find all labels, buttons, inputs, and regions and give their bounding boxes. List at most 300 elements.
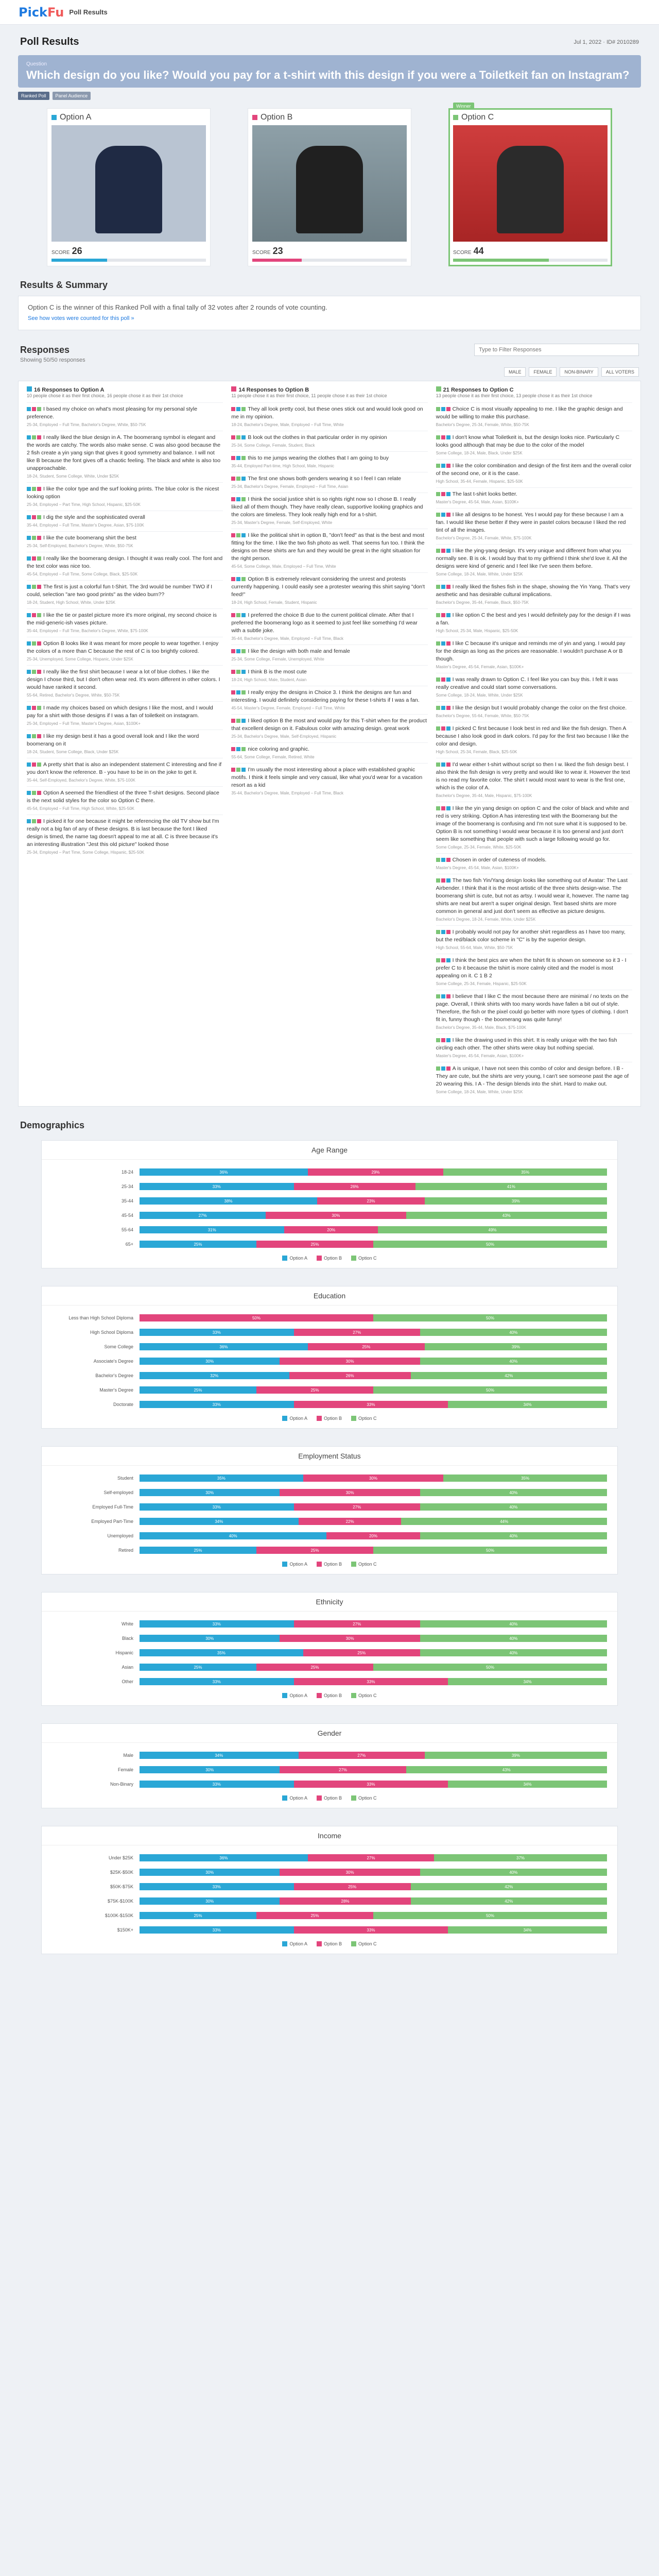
bar-segment: 35% — [140, 1649, 303, 1656]
bar-segment: 27% — [280, 1766, 406, 1773]
response-meta: 25-34, Unemployed, Some College, Hispanic, Under $25K — [27, 657, 133, 662]
stacked-bar — [140, 1678, 607, 1685]
stacked-bar — [140, 1503, 607, 1511]
demographic-label: Less than High School Diploma — [68, 1315, 133, 1320]
rank-dot — [446, 1066, 450, 1071]
response-item — [231, 451, 427, 472]
filter-button[interactable]: ALL VOTERS — [601, 367, 639, 377]
rank-dot — [436, 549, 440, 553]
stacked-bar — [140, 1518, 607, 1525]
rank-dot — [436, 726, 440, 731]
rank-dot — [436, 407, 440, 411]
rank-dot — [231, 577, 235, 581]
ranking-dots — [436, 726, 450, 731]
bar-segment: 25% — [256, 1547, 373, 1554]
response-text: Choice C is most visually appealing to me. I like the graphic design and would be willing to make this purchase. — [436, 406, 623, 420]
response-item — [231, 763, 427, 799]
bar-segment: 37% — [434, 1854, 607, 1861]
bar-segment: 38% — [140, 1197, 317, 1205]
ranking-dots — [27, 706, 41, 710]
bar-segment: 35% — [443, 1475, 607, 1482]
stacked-bar — [140, 1926, 607, 1934]
rank-dot — [32, 819, 36, 823]
bar-segment: 30% — [303, 1475, 443, 1482]
response-text: I think B is the most cute — [231, 668, 427, 676]
rank-dot — [37, 585, 41, 589]
rank-dot — [32, 734, 36, 738]
demographic-chart — [41, 1723, 618, 1808]
response-item — [27, 580, 223, 608]
chart-legend — [42, 1795, 617, 1801]
demographic-row — [52, 1355, 607, 1367]
demographic-chart — [41, 1592, 618, 1706]
legend-item: Option A — [282, 1795, 307, 1801]
ranking-dots — [436, 858, 450, 862]
demographic-row — [52, 1166, 607, 1178]
bar-segment: 41% — [415, 1183, 607, 1190]
stacked-bar — [140, 1212, 607, 1219]
response-meta: Some College, 18-24, Male, Black, Under $25K — [436, 451, 523, 455]
poll-tag: Panel Audience — [53, 92, 91, 100]
ranking-dots — [27, 585, 41, 589]
bar-segment: 30% — [266, 1212, 406, 1219]
rank-dot — [241, 577, 246, 581]
ranking-dots — [436, 806, 450, 810]
rank-dot — [32, 487, 36, 491]
legend-swatch — [317, 1416, 322, 1421]
legend-swatch — [351, 1416, 356, 1421]
demographic-title: Ethnicity — [42, 1592, 617, 1612]
logo-text-pick: Pick — [19, 5, 48, 20]
stacked-bar — [140, 1197, 607, 1205]
demographic-row — [52, 1866, 607, 1878]
rank-dot — [37, 536, 41, 540]
response-text: I liked option B the most and would pay for this T-shirt when for the product that excellent design on it. Fabulous color with amazing design. great work — [231, 718, 427, 732]
bar-segment: 25% — [308, 1343, 425, 1350]
response-text: I like the ying-yang design. It's very unique and different from what you normally see. B is ok. I would buy that to my girlfriend I think she'd love it. All the designs were kind of generic and I feel like I've seen them before. — [436, 548, 628, 569]
response-meta: Bachelor's Degree, 18-24, Female, White, Under $25K — [436, 917, 536, 922]
rank-dot — [32, 407, 36, 411]
bar-segment: 43% — [406, 1766, 607, 1773]
bar-segment: 27% — [294, 1503, 420, 1511]
rank-dot — [27, 706, 31, 710]
legend-item: Option B — [317, 1795, 342, 1801]
response-text: I like option C the best and yes I would definitely pay for the design if I was a fan. — [436, 612, 631, 626]
vote-count-link[interactable]: See how votes were counted for this poll » — [28, 315, 134, 321]
response-item — [27, 402, 223, 431]
response-item — [27, 431, 223, 482]
rank-dot — [446, 930, 450, 934]
stacked-bar — [140, 1664, 607, 1671]
response-item — [436, 954, 632, 990]
response-text: They all look pretty cool, but these ones stick out and would look good on me in my opinion. — [231, 406, 423, 420]
app-subtitle: Poll Results — [69, 8, 108, 16]
response-item — [436, 802, 632, 853]
winner-badge: Winner — [453, 103, 474, 110]
rank-dot — [32, 670, 36, 674]
rank-dot — [37, 734, 41, 738]
bar-segment: 50% — [373, 1314, 607, 1321]
rank-dot — [37, 556, 41, 561]
response-item — [231, 608, 427, 645]
response-item — [436, 758, 632, 802]
rank-dot — [446, 464, 450, 468]
response-text: I dig the style and the sophisticated overall — [27, 514, 223, 521]
rank-dot — [436, 878, 440, 883]
demographic-row — [52, 1544, 607, 1556]
bar-segment: 33% — [140, 1183, 294, 1190]
bar-segment: 25% — [256, 1912, 373, 1919]
ranking-dots — [436, 435, 450, 439]
rank-dot — [241, 407, 246, 411]
response-text: I'm usually the most interesting about a place with established graphic motifs. I think it feels simple and very casual, like what you'd wear for a vacation resort as a kid — [231, 767, 423, 788]
legend-item: Option B — [317, 1256, 342, 1261]
bar-segment: 25% — [140, 1547, 256, 1554]
summary-panel — [18, 296, 641, 330]
ranking-dots — [27, 734, 41, 738]
rank-dot — [236, 477, 240, 481]
bar-segment: 33% — [294, 1678, 448, 1685]
response-meta: 45-54, Master's Degree, Female, Employed – Full Time, White — [231, 706, 345, 710]
rank-dot — [446, 492, 450, 496]
response-text: I like the design with both male and female — [231, 648, 427, 655]
ranking-dots — [27, 762, 41, 767]
rank-dot — [441, 958, 445, 962]
stacked-bar — [140, 1372, 607, 1379]
bar-segment: 33% — [294, 1926, 448, 1934]
response-meta: Master's Degree, 45-54, Female, Asian, $100K+ — [436, 665, 524, 669]
demographic-label: $75K-$100K — [107, 1899, 133, 1904]
response-meta: 25-34, Self-Employed, Bachelor's Degree, White, $50-75K — [27, 544, 133, 548]
stacked-bar — [140, 1883, 607, 1890]
response-text: Option B looks like it was meant for more people to wear together. I enjoy the colors of a more than C because the rest of C is too brightly colored. — [27, 640, 219, 654]
stacked-bar — [140, 1532, 607, 1539]
filter-button[interactable]: NON-BINARY — [560, 367, 598, 377]
bar-segment: 32% — [140, 1372, 289, 1379]
bar-segment: 40% — [140, 1532, 326, 1539]
legend-swatch — [351, 1562, 356, 1567]
legend-item: Option A — [282, 1256, 307, 1261]
option-image[interactable] — [51, 125, 206, 242]
response-meta: 18-24, High School, Female, Student, Hispanic — [231, 600, 317, 605]
response-meta: 25-34, Employed – Full Time, Bachelor's Degree, White, $50-75K — [27, 422, 146, 427]
score-value: 26 — [72, 246, 82, 256]
response-text: Option A seemed the friendliest of the three T-shirt designs. Second place is the next solid styles for the color so Option C there. — [27, 790, 219, 804]
rank-dot — [27, 487, 31, 491]
ranking-dots — [231, 497, 246, 501]
rank-dot — [32, 762, 36, 767]
legend-swatch — [317, 1256, 322, 1261]
rank-dot — [241, 477, 246, 481]
response-item — [231, 686, 427, 714]
bar-segment: 33% — [140, 1329, 294, 1336]
rank-dot — [446, 435, 450, 439]
ranking-dots — [231, 719, 246, 723]
demographic-label: $100K-$150K — [105, 1913, 133, 1918]
demographic-row — [52, 1778, 607, 1790]
stacked-bar — [140, 1635, 607, 1642]
ranking-dots — [27, 407, 41, 411]
score-bar-fill — [453, 259, 549, 262]
ranking-dots — [231, 613, 246, 617]
poll-meta: Jul 1, 2022 · ID# 2010289 — [574, 39, 639, 45]
bar-segment: 33% — [140, 1620, 294, 1628]
response-meta: 25-34, Bachelor's Degree, Female, Employed – Full Time, Asian — [231, 484, 349, 489]
rank-dot — [27, 585, 31, 589]
option-card[interactable] — [248, 108, 411, 266]
bar-segment: 40% — [420, 1503, 607, 1511]
filter-button[interactable]: MALE — [504, 367, 526, 377]
response-meta: Some College, 18-24, Male, White, Under $25K — [436, 693, 523, 698]
bar-segment: 42% — [411, 1883, 607, 1890]
stacked-bar — [140, 1766, 607, 1773]
demographic-label: Female — [117, 1767, 133, 1772]
rank-dot — [231, 477, 235, 481]
bar-segment: 29% — [308, 1168, 443, 1176]
response-meta: Bachelor's Degree, 35-44, Male, Black, $75-100K — [436, 1025, 527, 1030]
demographic-row — [52, 1341, 607, 1353]
response-meta: 35-44, Self-Employed, Bachelor's Degree, White, $75-100K — [27, 778, 135, 783]
rank-dot — [27, 670, 31, 674]
rank-dot — [241, 649, 246, 653]
response-text: I really like the boomerang design. I thought it was really cool. The font and the text color was nice too. — [27, 555, 223, 569]
filter-button[interactable]: FEMALE — [529, 367, 557, 377]
rank-dot — [446, 641, 450, 646]
main-container — [18, 25, 641, 1987]
response-meta: 18-24, Student, Some College, Black, Under $25K — [27, 750, 119, 754]
ranking-dots — [27, 641, 41, 646]
rank-dot — [441, 930, 445, 934]
response-meta: 18-24, Bachelor's Degree, Male, Employed – Full Time, White — [231, 422, 344, 427]
rank-dot — [27, 791, 31, 795]
bar-segment: 50% — [373, 1547, 607, 1554]
rank-dot — [241, 456, 246, 460]
rank-dot — [441, 492, 445, 496]
option-card[interactable] — [47, 108, 211, 266]
poll-tag: Ranked Poll — [18, 92, 49, 100]
ranking-dots — [27, 670, 41, 674]
ranking-dots — [436, 407, 450, 411]
demographic-row — [52, 1764, 607, 1776]
rank-dot — [27, 641, 31, 646]
bar-segment: 30% — [140, 1766, 280, 1773]
demographic-row — [52, 1661, 607, 1673]
stacked-bar — [140, 1401, 607, 1408]
response-meta: 35-44, Bachelor's Degree, Male, Employed – Full Time, Black — [231, 791, 343, 795]
response-meta: 35-44, Employed Part-time, High School, Male, Hispanic — [231, 464, 334, 468]
rank-dot — [446, 585, 450, 589]
response-meta: 18-24, High School, Male, Student, Asian — [231, 677, 307, 682]
legend-swatch — [282, 1562, 287, 1567]
response-text: I based my choice on what's most pleasing for my personal style preference. — [27, 406, 198, 420]
response-item — [436, 722, 632, 758]
rank-dot — [231, 690, 235, 694]
bar-segment: 35% — [140, 1475, 303, 1482]
demographic-label: 35-44 — [121, 1198, 133, 1204]
rank-dot — [231, 649, 235, 653]
response-text: I think the social justice shirt is so rights right now so I chose B. I really liked all of them though. They have really clean, supportive looking graphics and the colors are timeless. They look really high end for a t-shirt. — [231, 496, 423, 518]
response-text: Chosen in order of cuteness of models. — [436, 856, 632, 864]
option-image[interactable] — [252, 125, 407, 242]
ranking-dots — [436, 994, 450, 998]
response-text: I like all designs to be honest. Yes I would pay for these because I am a fan. I would like these better if they were in pastel colors because I liked the red tint of all the images. — [436, 512, 626, 533]
demographic-label: Doctorate — [113, 1402, 133, 1407]
bar-segment: 27% — [294, 1620, 420, 1628]
response-meta: High School, 55-64, Male, White, $50-75K — [436, 945, 513, 950]
response-text: A is unique, I have not seen this combo of color and design before. I B - They are cute, but the shirts are very young, I can't see someone past the age of 20 wearing this. I A - The design blends into the shirt. Hard to make out. — [436, 1065, 629, 1087]
bar-segment: 40% — [420, 1649, 607, 1656]
response-text: I preferred the choice B due to the current political climate. After that I preferred the boomerang logo as it seemed to just feel like something I'd wear with a subtle joke. — [231, 612, 418, 634]
rank-dot — [37, 641, 41, 646]
rank-dot — [241, 768, 246, 772]
rank-dot — [37, 706, 41, 710]
rank-dot — [231, 747, 235, 751]
ranking-dots — [231, 649, 246, 653]
rank-dot — [37, 762, 41, 767]
response-meta: 35-44, Employed – Full Time, Master's Degree, Asian, $75-100K — [27, 523, 144, 528]
option-color-swatch — [231, 386, 236, 392]
demographic-row — [52, 1515, 607, 1528]
rank-dot — [441, 706, 445, 710]
score-bar — [51, 259, 206, 262]
response-text: I was really drawn to Option C. I feel like you can buy this. I felt it was really creative and could start some conversations. — [436, 676, 618, 690]
ranking-dots — [436, 585, 450, 589]
rank-dot — [236, 649, 240, 653]
demographic-label: Self-employed — [103, 1490, 133, 1495]
rank-dot — [436, 762, 440, 767]
response-meta: High School, 35-44, Female, Hispanic, $25-50K — [436, 479, 523, 484]
bar-segment: 34% — [448, 1678, 607, 1685]
demographic-label: Employed Full-Time — [92, 1504, 133, 1510]
demographic-row — [52, 1675, 607, 1688]
ranking-dots — [436, 930, 450, 934]
option-card[interactable] — [448, 104, 612, 266]
demographic-row — [52, 1195, 607, 1207]
legend-swatch — [317, 1795, 322, 1801]
ranking-dots — [231, 768, 246, 772]
response-item — [27, 786, 223, 815]
bar-segment: 40% — [420, 1358, 607, 1365]
demographic-row — [52, 1852, 607, 1864]
response-text: I probably would not pay for another shirt regardless as I have too many, but the red/black color scheme in "C" is by the superior design. — [436, 929, 626, 943]
response-column — [231, 386, 427, 1098]
stacked-bar — [140, 1226, 607, 1233]
ranking-dots — [436, 958, 450, 962]
summary-title: Results & Summary — [20, 280, 108, 290]
option-image[interactable] — [453, 125, 608, 242]
rank-dot — [231, 533, 235, 537]
rank-dot — [446, 407, 450, 411]
response-item — [436, 853, 632, 874]
option-header — [453, 113, 608, 122]
demographic-row — [52, 1180, 607, 1193]
response-text: I made my choices based on which designs I like the most, and I would pay for a shirt with those designs if I was a fan of toiletkeit on instagram. — [27, 705, 213, 719]
pickfu-logo[interactable] — [19, 5, 64, 20]
stacked-bar — [140, 1241, 607, 1248]
filter-responses-input[interactable] — [474, 344, 639, 356]
bar-segment: 25% — [140, 1912, 256, 1919]
score-bar-fill — [51, 259, 107, 262]
rank-dot — [241, 690, 246, 694]
rank-dot — [37, 515, 41, 519]
bar-segment: 40% — [420, 1620, 607, 1628]
response-column-title: 14 Responses to Option B — [231, 386, 427, 393]
response-text: I really liked the blue design in A. The boomerang symbol is elegant and the words are catchy. The words also make sense. C was also good because the 2 fish create a yin yang sign that gives it good symmetry and balance. I will not like B because the font gives off a chaotic feeling. The black and white is also too unapproachable. — [27, 434, 221, 471]
stacked-bar — [140, 1869, 607, 1876]
ranking-dots — [436, 1066, 450, 1071]
response-item — [231, 493, 427, 529]
bar-segment: 27% — [140, 1212, 266, 1219]
rank-dot — [446, 958, 450, 962]
response-text: I like the design but I would probably change the color on the first choice. — [436, 704, 632, 712]
bar-segment: 30% — [140, 1358, 280, 1365]
demographic-row — [52, 1384, 607, 1396]
bar-segment: 42% — [411, 1372, 607, 1379]
ranking-dots — [436, 641, 450, 646]
rank-dot — [446, 613, 450, 617]
voter-filter-buttons — [20, 367, 639, 377]
rank-dot — [37, 819, 41, 823]
response-item — [27, 608, 223, 637]
legend-swatch — [317, 1693, 322, 1698]
question-label: Question — [26, 61, 47, 67]
response-meta: Bachelor's Degree, 35-44, Female, Black, $50-75K — [436, 600, 529, 605]
response-item — [436, 701, 632, 722]
stacked-bar — [140, 1386, 607, 1394]
rank-dot — [446, 549, 450, 553]
bar-segment: 25% — [294, 1883, 411, 1890]
demographic-label: Employed Part-Time — [91, 1519, 133, 1524]
demographic-label: Non-Binary — [110, 1782, 133, 1787]
ranking-dots — [231, 690, 246, 694]
rank-dot — [436, 492, 440, 496]
rank-dot — [441, 726, 445, 731]
demographic-label: White — [121, 1621, 133, 1626]
rank-dot — [446, 706, 450, 710]
response-text: I picked it for one because it might be referencing the old TV show but I'm really not a big fan of any of these designs. B is last because the font I liked design is timed, the name tag doesn't appeal to me at all. C is three because it's an interesting illustration "Jest this old picture" looked those — [27, 818, 219, 848]
demographic-chart — [41, 1286, 618, 1429]
bar-segment: 40% — [420, 1635, 607, 1642]
response-meta: Bachelor's Degree, 55-64, Female, White, $50-75K — [436, 714, 529, 718]
score-label: SCORE 23 — [252, 246, 283, 256]
bar-segment: 25% — [256, 1664, 373, 1671]
bar-segment: 49% — [378, 1226, 607, 1233]
rank-dot — [37, 791, 41, 795]
legend-swatch — [282, 1941, 287, 1946]
response-text: I like the yin yang design on option C and the color of black and white and red is very striking. Option A has interesting text with the Boomerang but the image of the boomerang is confusing and I'm not sure what it is supposed to be. Option B is not something I would wear because it is too general and just don't seem like something that people with such a large following would go for. — [436, 805, 629, 842]
demographic-title: Income — [42, 1826, 617, 1845]
rank-dot — [27, 435, 31, 439]
response-meta: Master's Degree, 45-54, Male, Asian, $100K+ — [436, 500, 519, 504]
demographic-label: Other — [122, 1679, 133, 1684]
demographic-title: Age Range — [42, 1141, 617, 1160]
rank-dot — [27, 556, 31, 561]
bar-segment: 26% — [294, 1183, 415, 1190]
option-label: Option C — [461, 113, 494, 122]
rank-dot — [441, 513, 445, 517]
legend-swatch — [351, 1795, 356, 1801]
response-item — [436, 673, 632, 701]
demographic-chart — [41, 1140, 618, 1268]
rank-dot — [32, 706, 36, 710]
bar-segment: 25% — [256, 1241, 373, 1248]
option-label: Option B — [261, 113, 293, 122]
ranking-dots — [231, 407, 246, 411]
demographic-title: Gender — [42, 1724, 617, 1743]
response-item — [436, 608, 632, 637]
rank-dot — [446, 513, 450, 517]
bar-segment: 30% — [140, 1897, 280, 1905]
